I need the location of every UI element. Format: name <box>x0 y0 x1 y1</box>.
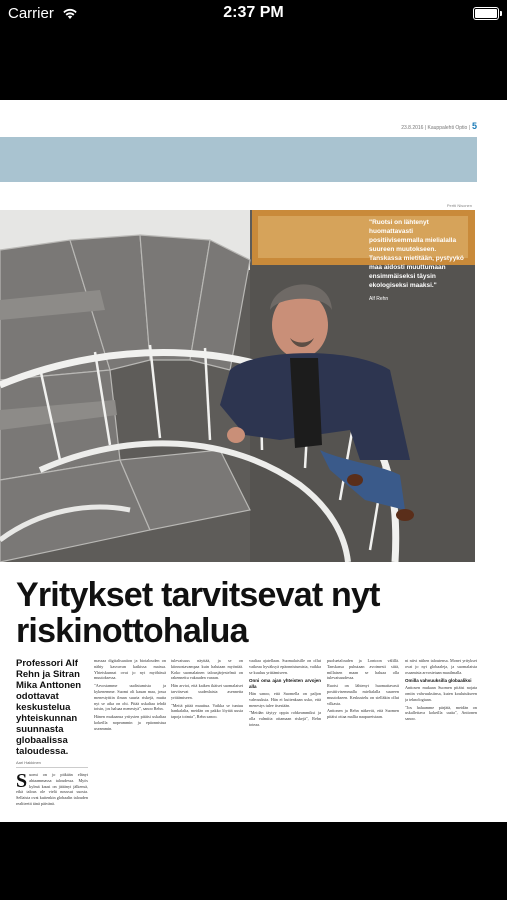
magazine-page[interactable] <box>0 100 507 822</box>
carrier-label: Carrier <box>8 5 54 22</box>
paragraph: "Jos haluamme pärjätä, meidän on uskallettava kokeilla uutta", Anttonen sanoo. <box>405 704 477 722</box>
article-column-1 <box>16 772 88 822</box>
paragraph: tulevaisuus näyttää, ja se on kiinnostavampaa kuin halutaan myöntää. Koko suomalainen talousjärjestelmä on rakennettu vakauden varaan. <box>171 658 243 681</box>
pull-quote-text: "Ruotsi on lähtenyt huomattavasti positiivisemmalla mielialalla suureen muutokseen. Tanskassa mietitään, pystyykö maa aidosti muuttumaan ensimmäiseksi täysin ekologiseksi maaksi." <box>369 219 464 289</box>
subheading: Omilla vahvuuksilla globaaliksi <box>405 678 472 684</box>
article-column-6 <box>405 658 477 822</box>
pull-quote-author: Alf Rehn <box>369 296 389 302</box>
paragraph: "Meidän täytyy oppia rohkeammiksi ja olla valmiita ottamaan riskejä", Rehn toteaa. <box>249 710 321 727</box>
article-column-5 <box>327 658 399 822</box>
article-column-3 <box>171 658 243 822</box>
paragraph: vaaliaa ajatellaan. Suomalaisille on ollut vaikeaa hyväksyä epäonnistumista, vaikka se kuuluu yrittämiseen. <box>249 658 321 675</box>
page-number: 5 <box>471 121 477 131</box>
clock: 2:37 PM <box>223 4 284 21</box>
paragraph: massaa digitalisaation ja biotalouden on nähty kasvavan kaikissa maissa. Yhteiskunnat ovat jo nyt myöhässä muutoksessa. <box>94 658 166 681</box>
column-text: uomi on jo pitkään elänyt ahtaammassa taloudessa. Myös kylmä kausi on jättänyt jälkensä, eikä talous ole vielä noussut suosta. Sellaista ovat kuitenkin globaalin talouden realiteetit tänä päivänä. <box>16 772 88 806</box>
drop-cap: S <box>16 772 28 792</box>
page-date: 23.8.2016 | Kauppalehti Optio | <box>401 125 470 131</box>
paragraph: "Meitä pitää muuttua. Vaikka se tuntuu hankalalta, meidän on pakko löytää uusia tapoja toimia", Rehn sanoo. <box>171 702 243 720</box>
bottom-letterbox <box>0 822 507 900</box>
byline-divider <box>16 767 88 768</box>
paragraph: ni niivi niihen taloutensa. Monet yritykset ovat jo nyt globaaleja, ja suomalaista osaamista arvostetaan maailmalla. <box>405 658 477 675</box>
pull-quote <box>369 218 469 304</box>
page-header <box>401 121 477 131</box>
paragraph: Hänen mukaansa yritysten pitäisi uskaltaa kokeilla nopeammin ja epäonnistua useammin. <box>94 714 166 731</box>
article-lead: Professori Alf Rehn ja Sitran Mika Anttonen odottavat keskustelua yhteiskunnan suunnasta globaalissa taloudessa. <box>16 658 82 757</box>
photo-credit: Pertti Nisonen <box>446 203 472 208</box>
article-headline: Yritykset tarvitsevat nyt riskinottohalua <box>16 576 380 650</box>
paragraph: Hän arvioi, että kaiken ikäiset suomalaiset tarvitsevat uudenlaista asennetta yrittämiseen. <box>171 683 243 700</box>
battery-icon <box>473 7 499 20</box>
subheading: Onni oma ajan yhteisten arvojen alla <box>249 678 321 690</box>
article-column-2 <box>94 658 166 822</box>
status-bar <box>0 0 507 28</box>
article-column-4 <box>249 658 321 822</box>
paragraph: Anttosen mukaan Suomen pitäisi nojata omiin vahvuuksiinsa, kuten koulutukseen ja teknologiaan. <box>405 685 477 702</box>
paragraph: Hän sanoo, että Suomella on paljon vahvuuksia. Hän ei kuitenkaan usko, että menestys tulee itsestään. <box>249 690 321 708</box>
header-band <box>0 137 477 182</box>
paragraph: Ruotsi on lähtenyt huomattavasti positiivisemmalla mielialalla suureen muutokseen. Keskustelu on sielläkin ollut vilkasta. <box>327 683 399 706</box>
paragraph: Anttonen ja Rehn näkevät, että Suomen pitäisi ottaa mallia naapureistaan. <box>327 708 399 720</box>
article-photo <box>0 210 475 562</box>
article-byline: Aari Hakkinen <box>16 760 41 765</box>
paragraph: puoluetalouden ja Lontoon välillä. Tanskassa puhutaan avoimesti siitä, millaisen maan se haluaa olla tulevaisuudessa. <box>327 658 399 681</box>
paragraph: "Arvostamme uudistumista ja kykenemme. Suomi oli kauan maa, jossa menestyttiin ilman suuria riskejä, mutta nyt se aika on ohi. Pitää uskaltaa tehdä toisin, jos haluaa menestyä", sanoo Rehn. <box>94 683 166 712</box>
